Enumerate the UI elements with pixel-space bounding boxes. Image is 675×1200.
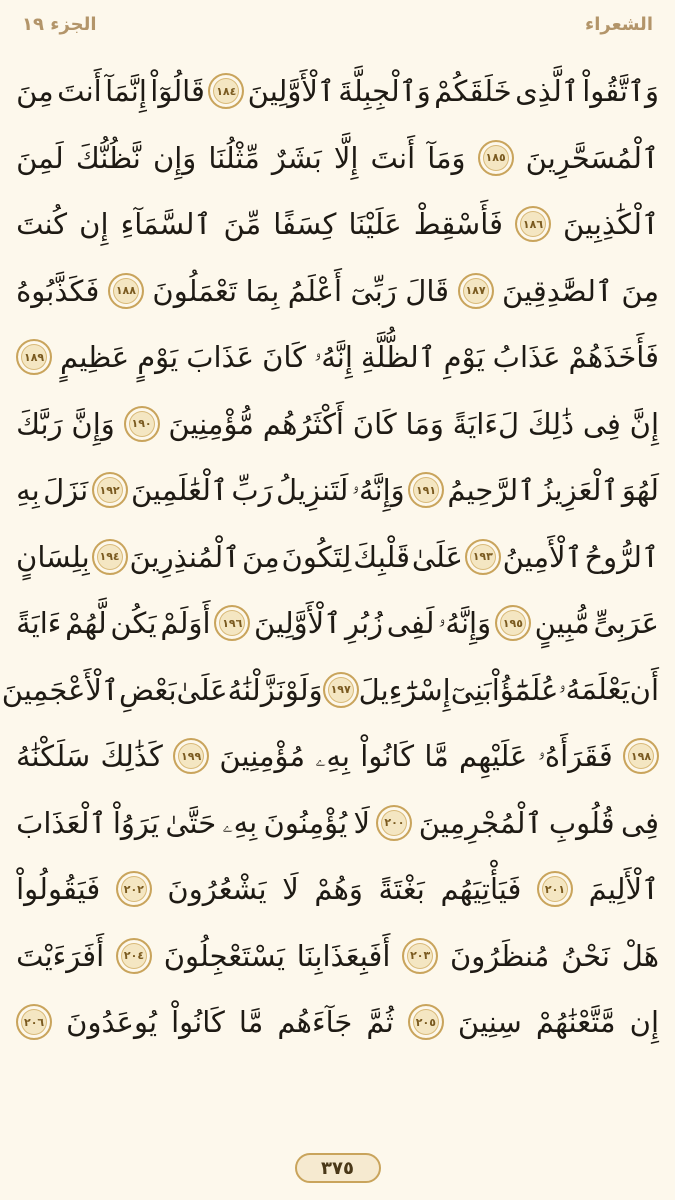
word: سِنِينَ: [457, 1005, 522, 1040]
word: فَقَرَأَهُۥ: [537, 738, 613, 773]
word: وَمَآ: [427, 140, 466, 175]
word: ٱلظُّلَّةِ: [360, 340, 436, 375]
word: كَانَ: [262, 340, 307, 375]
word: مَّا: [424, 739, 449, 774]
word: ٱلْعَزِيزُ: [538, 473, 619, 508]
ayah-number-marker: ٢٠٣: [402, 938, 438, 974]
word: زُبُرِ: [344, 606, 384, 641]
word: وَٱلْجِبِلَّةَ: [338, 74, 431, 109]
word: ٱلسَّمَآءِ: [120, 207, 212, 242]
word: وَهُمْ: [314, 872, 363, 907]
word: يَعْلَمَهُۥ: [558, 672, 630, 707]
ayah-number-marker: ١٨٦: [515, 206, 551, 242]
word: بِهِۦ: [315, 738, 350, 773]
text-line: [16, 723, 659, 790]
word: وَإِنَّهُۥ: [438, 605, 492, 640]
word: رَبَّكَ: [16, 406, 63, 441]
word: ٱلصَّٰدِقِينَ: [502, 273, 613, 308]
word: لَّهُمْ: [65, 606, 107, 641]
ayah-number-marker: ١٩٥: [495, 605, 531, 641]
quran-text: [1, 58, 659, 1056]
ayah-number-marker: ١٨٨: [108, 273, 144, 309]
word: وَإِنَّ: [71, 406, 115, 441]
ayah-number-marker: ١٨٩: [16, 339, 52, 375]
page-number: ٣٧٥: [295, 1153, 381, 1183]
word: تَعْمَلُونَ: [152, 273, 238, 308]
ayah-number-marker: ١٩٨: [623, 738, 659, 774]
word: مُّبِينٍ: [534, 606, 590, 641]
word: يَوْمٍ: [137, 340, 179, 375]
text-line: [16, 391, 659, 458]
ayah-number-marker: ٢٠٦: [16, 1004, 52, 1040]
word: ٱلْكَٰذِبِينَ: [563, 207, 659, 242]
word: كَانُواْ: [171, 1005, 225, 1040]
word: قَلْبِكَ: [353, 539, 410, 574]
word: بِهِ: [16, 473, 40, 508]
word: كَذَٰلِكَ: [100, 739, 163, 774]
word: ٱلَّذِى: [515, 74, 579, 109]
word: كِسَفًا: [273, 207, 337, 242]
word: عَلَيْهِم: [459, 739, 528, 774]
word: بِمَا: [245, 273, 280, 308]
text-line: [16, 923, 659, 990]
text-line: [16, 989, 659, 1056]
text-line: [16, 258, 659, 325]
text-line: [16, 324, 659, 391]
word: إِن: [629, 1005, 659, 1040]
word: لَهُوَ: [621, 473, 659, 508]
word: كُنتَ: [16, 207, 68, 242]
word: مِنَ: [242, 539, 280, 574]
word: مُؤْمِنِينَ: [219, 739, 306, 774]
word: وَٱتَّقُواْ: [582, 74, 659, 109]
ayah-number-marker: ١٩١: [408, 472, 444, 508]
ayah-number-marker: ١٩٢: [92, 472, 128, 508]
word: يَكُن: [110, 606, 157, 641]
word: فَيَقُولُواْ: [16, 872, 101, 907]
word: وَمَا: [405, 406, 444, 441]
word: عَظِيمٍ: [60, 340, 130, 375]
ayah-number-marker: ١٨٤: [208, 73, 244, 109]
word: يُؤْمِنُونَ: [263, 805, 348, 840]
word: ٱلْعَذَابَ: [16, 805, 107, 840]
word: مُّؤْمِنِينَ: [168, 406, 254, 441]
text-line: [16, 790, 659, 857]
word: عَلَيْنَا: [348, 207, 402, 242]
text-line: [16, 58, 659, 125]
juz-label: الجزء ١٩: [22, 14, 97, 35]
word: ٱلْأَعْجَمِينَ: [1, 672, 119, 707]
word: فَأَسْقِطْ: [413, 207, 503, 242]
word: ٱلْمُنذِرِينَ: [129, 539, 241, 574]
word: نَزَلَ: [43, 473, 89, 508]
word: ءَايَةً: [16, 606, 62, 641]
word: ٱلرَّحِيمُ: [447, 473, 536, 508]
word: بَنِىٓ: [450, 672, 492, 707]
word: لَا: [353, 805, 371, 840]
ayah-number-marker: ٢٠٢: [116, 871, 152, 907]
word: قُلُوبِ: [548, 805, 615, 840]
word: إِسْرَٰٓءِيلَ: [358, 672, 451, 707]
word: جَآءَهُم: [277, 1005, 353, 1040]
word: إِنَّهُۥ: [314, 339, 353, 374]
ayah-number-marker: ١٨٥: [478, 140, 514, 176]
text-line: [16, 125, 659, 192]
word: عَرَبِىٍّ: [593, 606, 659, 641]
ayah-number-marker: ٢٠٥: [408, 1004, 444, 1040]
word: نَحْنُ: [561, 938, 610, 973]
word: ٱلْعَٰلَمِينَ: [130, 473, 228, 508]
word: نَزَّلْنَٰهُ: [227, 672, 285, 707]
word: بِهِۦ: [222, 805, 258, 840]
text-line: [16, 524, 659, 591]
ayah-number-marker: ٢٠٠: [376, 805, 412, 841]
word: فِى: [620, 805, 659, 840]
word: لِتَكُونَ: [281, 539, 352, 574]
word: أَنتَ: [57, 74, 102, 109]
word: مَّتَّعْنَٰهُمْ: [535, 1005, 616, 1040]
word: عَلَىٰ: [411, 539, 463, 574]
word: إِلَّا: [333, 140, 359, 175]
word: أَعْلَمُ: [287, 273, 343, 308]
surah-name: الشعراء: [585, 14, 653, 35]
word: ٱلْأَمِينُ: [502, 539, 583, 574]
word: أَكْثَرُهُم: [262, 406, 344, 441]
word: قَالُوٓاْ: [150, 74, 205, 109]
word: بَغْتَةً: [378, 872, 425, 907]
word: وَإِنَّهُۥ: [351, 472, 405, 507]
page-footer: [0, 1148, 675, 1188]
word: كَانَ: [352, 406, 397, 441]
ayah-number-marker: ١٩٠: [124, 406, 160, 442]
text-line: [16, 191, 659, 258]
word: عَذَابَ: [186, 340, 255, 375]
word: عَذَابُ: [492, 340, 561, 375]
word: مِنَ: [621, 273, 659, 308]
word: ٱلرُّوحُ: [584, 539, 659, 574]
word: مَّا: [238, 1005, 264, 1040]
word: حَتَّىٰ: [165, 805, 217, 840]
text-line: [1, 657, 659, 724]
word: أَن: [629, 672, 659, 707]
word: يَسْتَعْجِلُونَ: [163, 938, 286, 973]
word: كَانُواْ: [360, 739, 415, 774]
word: مِنَ: [16, 74, 54, 109]
word: مِّثْلُنَا: [208, 140, 260, 175]
ayah-number-marker: ١٨٧: [458, 273, 494, 309]
ayah-number-marker: ٢٠٤: [116, 938, 152, 974]
word: خَلَقَكُمْ: [434, 74, 512, 109]
word: نَّظُنُّكَ: [75, 140, 141, 175]
word: مِّنَ: [223, 207, 262, 242]
word: ٱلْمُجْرِمِينَ: [418, 805, 543, 840]
ayah-number-marker: ١٩٣: [465, 539, 501, 575]
word: ٱلْأَوَّلِينَ: [247, 74, 335, 109]
word: يَرَوُاْ: [112, 805, 159, 840]
text-line: [16, 457, 659, 524]
word: يَشْعُرُونَ: [167, 872, 267, 907]
word: هَلْ: [621, 938, 659, 973]
ayah-number-marker: ١٩٦: [214, 605, 250, 641]
word: إِن: [79, 207, 109, 242]
word: ٱلْأَلِيمَ: [588, 872, 659, 907]
word: لَا: [282, 872, 299, 907]
word: يَوْمِ: [443, 340, 485, 375]
word: فَكَذَّبُوهُ: [16, 273, 100, 308]
word: وَلَوْ: [284, 672, 323, 707]
word: أَنتَ: [370, 140, 416, 175]
word: فِى: [582, 406, 621, 441]
word: فَأَخَذَهُمْ: [568, 340, 659, 375]
word: لَفِى: [386, 606, 435, 641]
text-line: [16, 856, 659, 923]
word: لَتَنزِيلُ: [275, 473, 349, 508]
ayah-number-marker: ١٩٩: [173, 738, 209, 774]
word: فَيَأْتِيَهُم: [440, 872, 522, 907]
text-line: [16, 590, 659, 657]
word: ثُمَّ: [366, 1005, 394, 1040]
word: سَلَكْنَٰهُ: [16, 739, 91, 774]
word: لَءَايَةً: [452, 406, 520, 441]
word: بِلِسَانٍ: [16, 539, 90, 574]
word: رَبِّ: [231, 473, 273, 508]
ayah-number-marker: ١٩٤: [92, 539, 128, 575]
word: بَعْضِ: [118, 672, 177, 707]
word: بَشَرٌ: [271, 140, 322, 175]
word: عُلَمَٰٓؤُاْ: [491, 672, 559, 707]
word: أَفَرَءَيْتَ: [16, 938, 105, 973]
word: وَإِن: [152, 140, 197, 175]
word: أَفَبِعَذَابِنَا: [296, 938, 391, 973]
word: إِنَّمَآ: [105, 74, 147, 109]
word: إِنَّ: [629, 406, 659, 441]
word: ٱلْمُسَحَّرِينَ: [525, 140, 659, 175]
word: قَالَ: [405, 273, 450, 308]
word: أَوَلَمْ: [160, 606, 211, 641]
ayah-number-marker: ١٩٧: [323, 672, 359, 708]
word: رَبِّىٓ: [350, 273, 397, 308]
ayah-number-marker: ٢٠١: [537, 871, 573, 907]
word: ذَٰلِكَ: [527, 406, 575, 441]
word: لَمِنَ: [16, 140, 64, 175]
word: عَلَىٰ: [176, 672, 228, 707]
word: يُوعَدُونَ: [66, 1005, 158, 1040]
page-header: [0, 0, 675, 50]
word: ٱلْأَوَّلِينَ: [254, 606, 342, 641]
word: مُنظَرُونَ: [449, 938, 550, 973]
